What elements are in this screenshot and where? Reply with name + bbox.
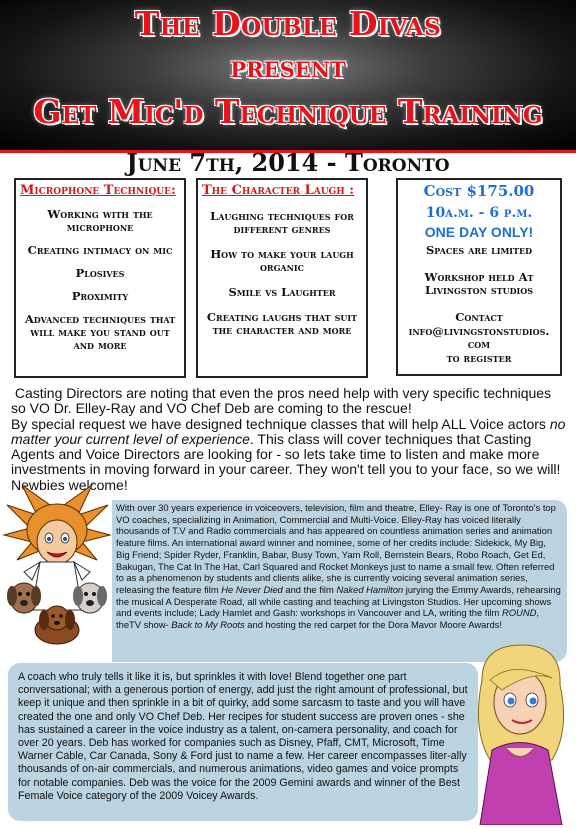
workshop-location: Workshop held At Livingston studios [424,270,534,297]
contact-email[interactable]: info@livingstonstudios. com [408,324,550,351]
box-title: The Character Laugh : [202,183,355,198]
elley-ray-bio-panel [112,500,567,662]
list-item: Plosives [75,266,125,280]
list-item: Laughing techniques for different genres [210,209,354,236]
intro-paragraph-2: By special request we have designed technique classes that will help ALL Voice actors [11,415,550,432]
intro-paragraph-1: Casting Directors are noting that even the pros need help with very specific techniques so VO Dr. Elley-Ray and VO Chef Deb are coming to the rescue! [11,385,552,417]
register-label: to register [446,351,512,365]
list-item: Creating intimacy on mic [27,243,173,257]
event-date: June 7th, 2014 - Toronto [126,148,450,177]
intro-text [11,386,567,493]
show-title: Back to My Roots [171,619,245,631]
box-title: Microphone Technique: [20,183,176,198]
header-subtitle: Get Mic'd Technique Training [33,92,543,131]
chef-deb-bio-text: A coach who truly tells it like it is, but sprinkles it with love! Blend together one part conversational; with a generous portion of energy, add just the right amount of professional, but keep it unique and then sprinkle in a bit of quirky, add some sarcasm to taste and you will have created the one and only VO Chef Deb. Her recipes for student success are proven ones - she has sustained a career in the voice industry as a talent, on-camera personality, and coach for over 20 years. Deb has worked for companies such as Disney, Pfaff, CMT, Microsoft, Time Warner Cable, Car Canada, Sony & Ford just to name a few. Her career encompasses liter-ally thousands of on-air commercials, and numerous animations, video games and voice prompts for notable companies. Deb was the voice for the 2009 Gemini awards and winner of the Best Female Voice category of the 2009 Voicey Awards. [18,671,468,802]
bio-text: With over 30 years experience in voiceovers, television, film and theatre, Elley- Ray is one of Toronto's top VO coaches, specializing in Animation, Commercial and Multi-Voice. Elley-Ray has voiced literally thousands of T.V and Radio commercials and has appeared on countless animation series and animation feature films. An international award winner and nominee, some of her credits include: Sidekick, My Big, Big Friend; Spider Ryder, Franklin, Babar, Busy Town, Yam Roll, Bernstein Bears, Robo Roach, Get Ed, Bakugan, The Cat In The Hat, Carl Squared and Rocket Monkeys just to name a small few. Often referred to as a phenomenon by students and clients alike, she is currently voicing several animation series, releasing the feature film [116,502,556,595]
list-item: Creating laughs that suit the character and more [206,310,358,337]
bio-text: jurying the Emmy Awards, rehearsing the musical A Desperate Road, all while casting and teaching at Livingston Studios. Her upcoming shows and events include; Lady Hamlet and Gash: workshops in Vancouver and LA, writing the film [116,583,561,619]
list-item: How to make your laugh organic [210,247,354,274]
header-banner [0,0,576,150]
list-item: Advanced techniques that will make you stand out and more [24,312,176,352]
cost-label: Cost $175.00 [423,182,535,200]
chef-deb-cartoon-illustration [462,640,576,825]
chef-deb-bio-panel [8,663,478,821]
event-details-box [396,178,562,376]
one-day-label: ONE DAY ONLY! [424,224,534,240]
contact-label: Contact [455,310,503,324]
intro-paragraph-2-end: . This class will cover techniques that Casting Agents and Voice Directors are looking for - so lets take time to listen and make more investments in moving forward in your career. They won't tell you to your face, so we will! Newbies welcome! [11,430,561,493]
film-title: He Never Died [221,583,283,595]
film-title: ROUND [501,607,537,619]
elley-ray-bio-text [116,502,562,631]
list-item: Proximity [71,289,129,303]
film-title: Naked Hamilton [336,583,404,595]
bio-text: and hosting the red carpet for the Dora Mavor Moore Awards! [244,619,502,631]
spaces-label: Spaces are limited [425,243,533,257]
intro-emphasis: no matter your current level of experience [11,415,566,447]
hours-label: 10a.m. - 6 p.m. [425,205,533,221]
bio-text: , theTV show- [116,607,539,631]
character-laugh-box [196,178,368,378]
bio-text: and the film [282,583,337,595]
header-present: present [230,50,346,85]
list-item: Working with the microphone [47,207,153,234]
header-title: The Double Divas [134,4,442,43]
microphone-technique-box [14,178,186,378]
list-item: Smile vs Laughter [228,285,336,299]
elley-ray-cartoon-illustration [2,480,112,655]
